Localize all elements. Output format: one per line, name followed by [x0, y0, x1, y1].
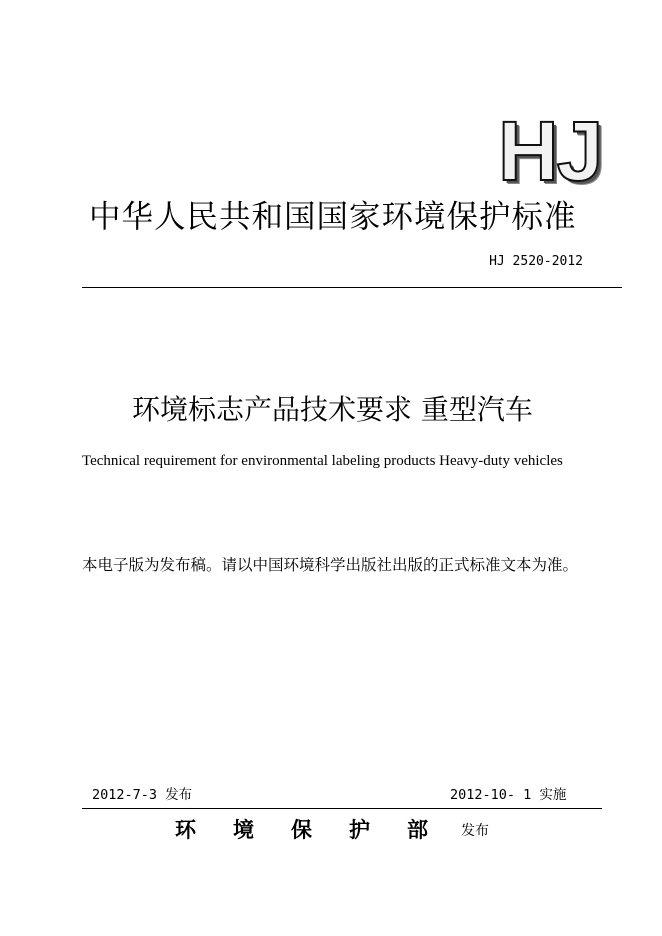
document-title: 环境标志产品技术要求 重型汽车 [132, 393, 533, 426]
issuer-name: 环境保护部 [175, 818, 465, 842]
issuer-action: 发布 [461, 823, 489, 839]
header-divider [82, 287, 622, 288]
edition-notice: 本电子版为发布稿。请以中国环境科学出版社出版的正式标准文本为准。 [82, 556, 579, 574]
document-title-english: Technical requirement for environmental labeling products Heavy-duty vehicles [82, 453, 563, 469]
hj-logo: HJ [498, 104, 602, 198]
footer-divider [82, 808, 602, 809]
issue-date: 2012-7-3 发布 [92, 787, 193, 803]
implementation-date: 2012-10- 1 实施 [450, 787, 567, 803]
standard-number: HJ 2520-2012 [489, 254, 583, 269]
org-title: 中华人民共和国国家环境保护标准 [89, 199, 577, 235]
